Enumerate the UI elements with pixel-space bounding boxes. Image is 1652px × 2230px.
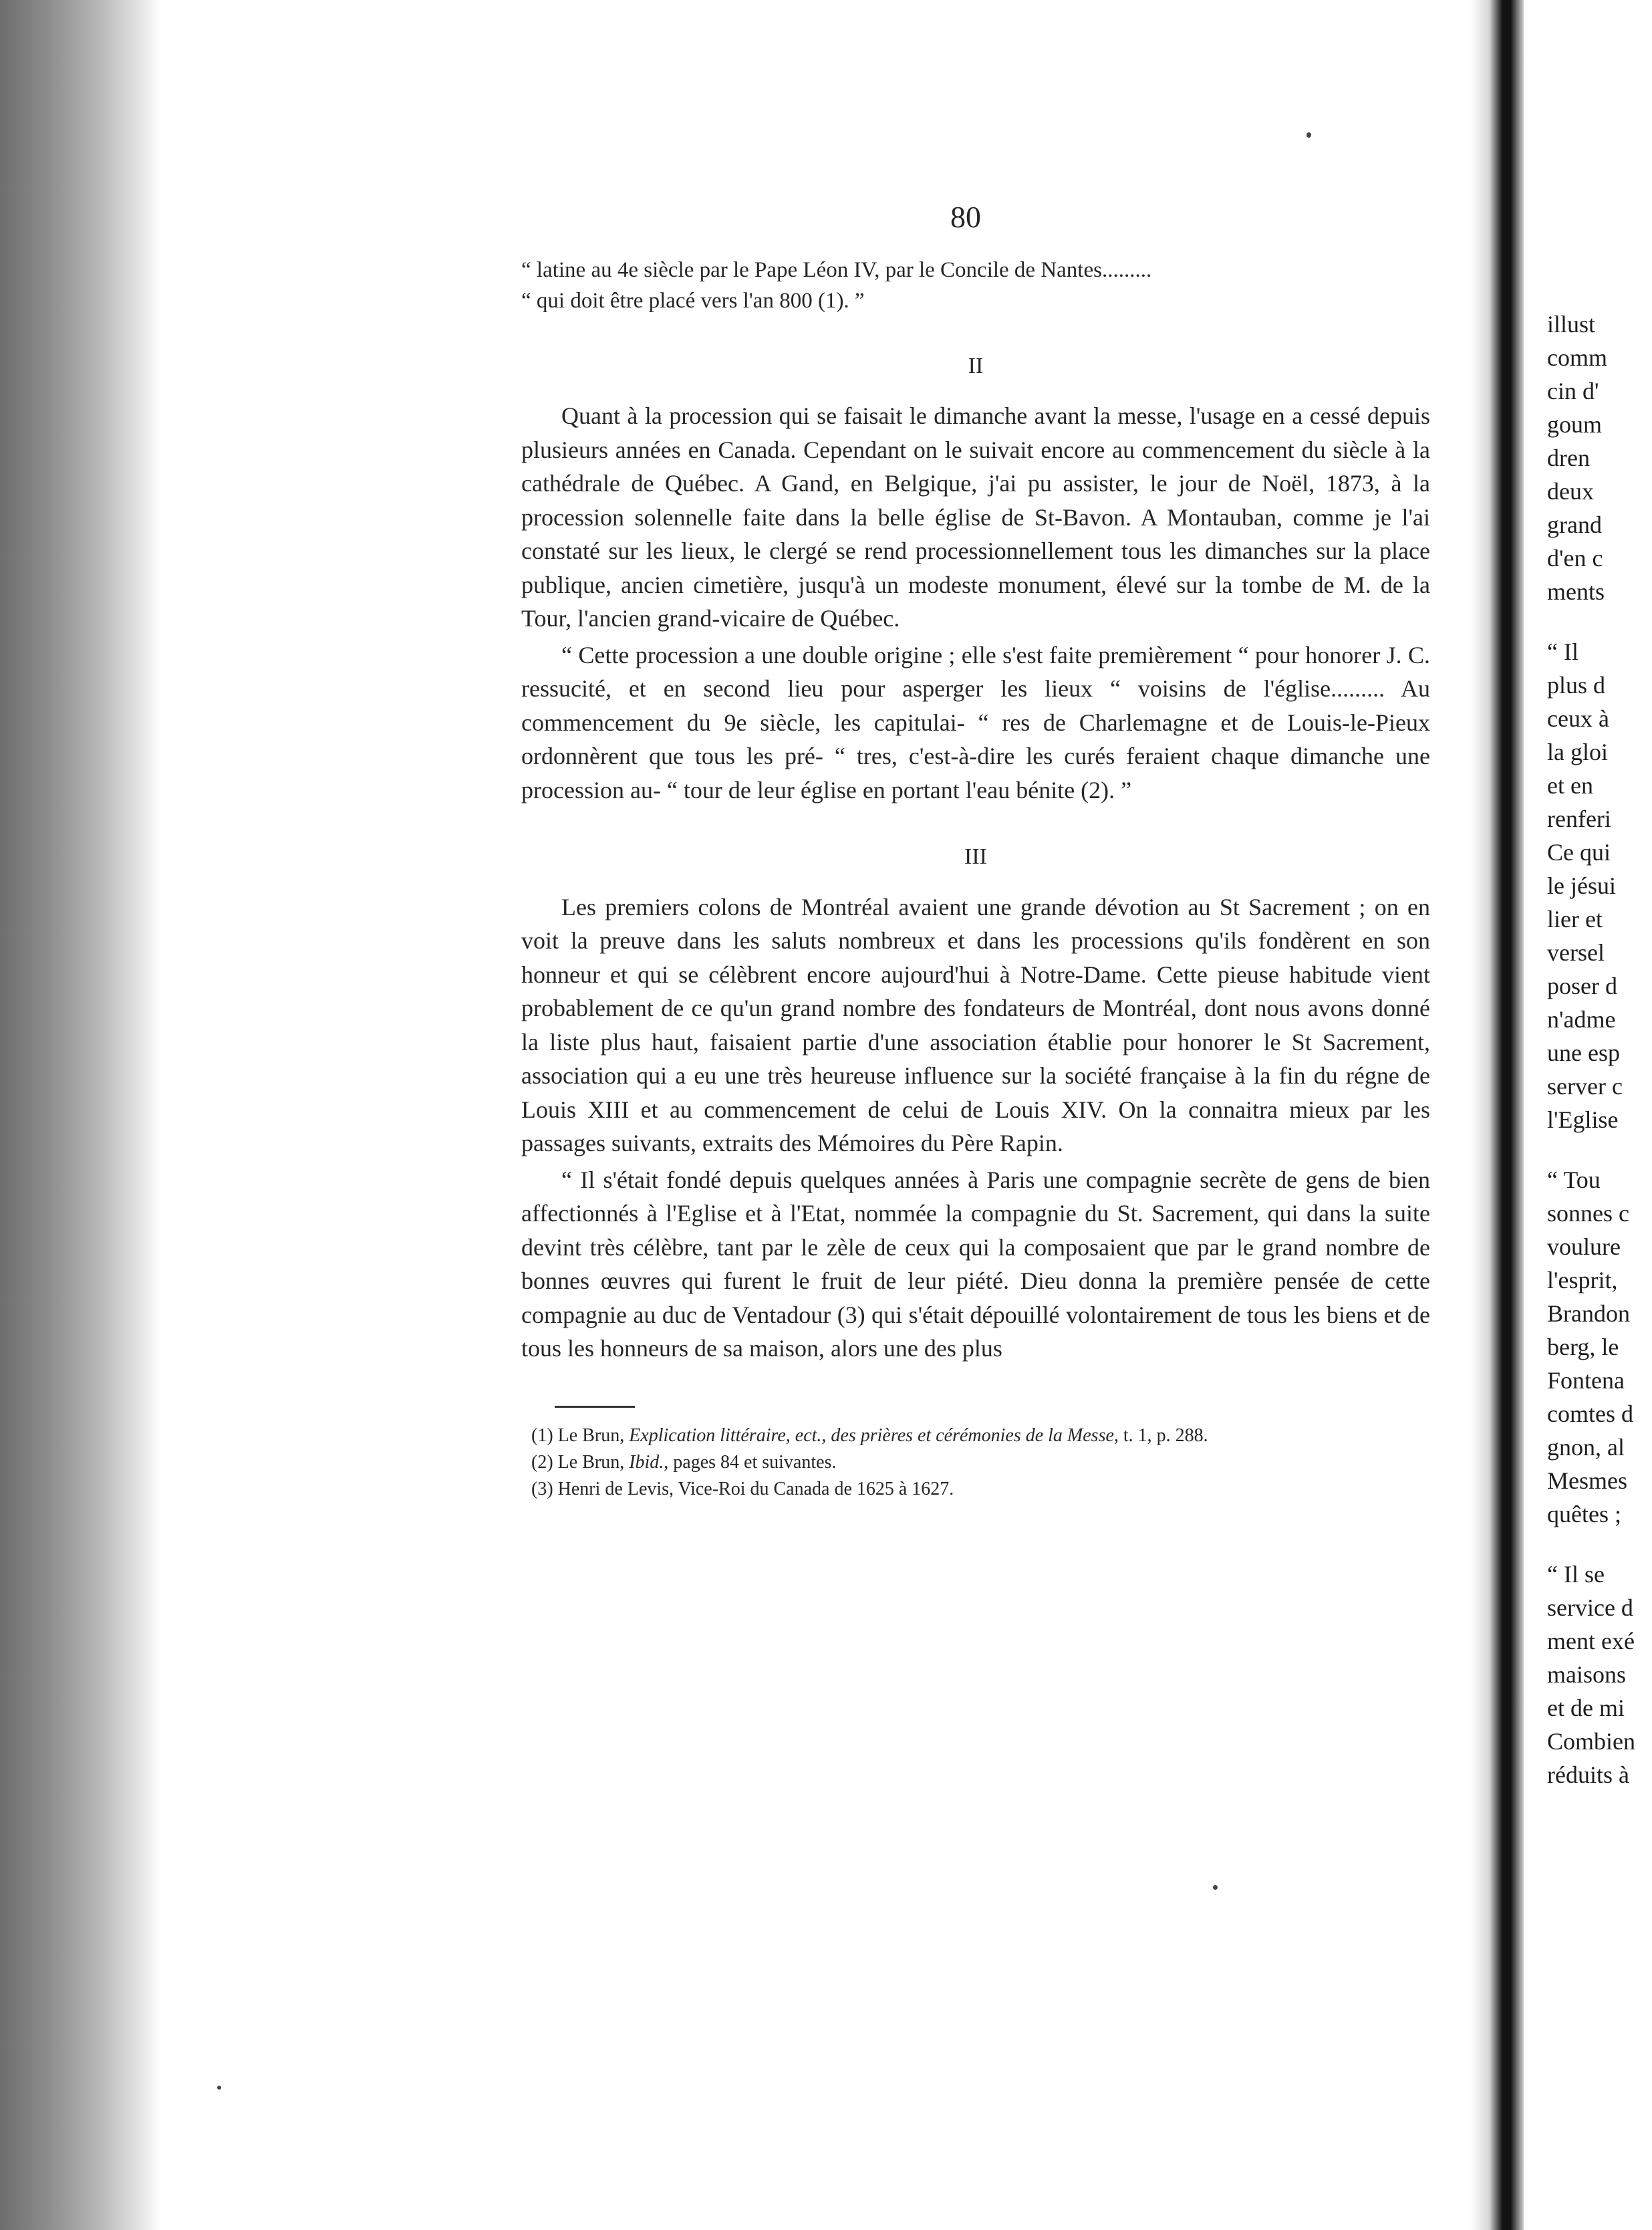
next-page-line: Ce qui: [1547, 839, 1611, 866]
next-page-line: maisons: [1547, 1661, 1627, 1688]
next-page-line: poser d: [1547, 973, 1617, 999]
paragraph: “ Cette procession a une double origine ; elle s'est faite premièrement “ pour honorer J. C. ressucité, et en second lieu pour asperger les lieux “ voisins de l'église......... Au commencement du 9e siècle, les capitulai- “ res de Charlemagne et de Louis-le-Pieux ordonnèrent que tous les pré- “ tres, c'est-à-dire les curés feraient chaque dimanche une procession au- “ tour de leur église en portant l'eau bénite (2). ”: [521, 641, 1430, 803]
next-page-line: Brandon: [1547, 1300, 1630, 1327]
next-page-line: n'adme: [1547, 1006, 1616, 1033]
section-heading-iii: III: [964, 844, 987, 869]
footnote-detail: Henri de Levis, Vice-Roi du Canada de 1625 à 1627.: [557, 1478, 954, 1499]
next-page-line: réduits à: [1547, 1761, 1629, 1788]
footnote-title: Ibid.,: [629, 1451, 669, 1473]
footnote: [521, 1476, 1430, 1503]
next-page-line: berg, le: [1547, 1334, 1619, 1360]
next-page-fragment: [1547, 307, 1652, 1791]
left-page: [521, 201, 1430, 1503]
footnotes: [521, 1422, 1430, 1503]
next-page-line: gnon, al: [1547, 1434, 1625, 1461]
next-page-line: deux: [1547, 478, 1594, 505]
next-page-line: voulure: [1547, 1233, 1621, 1260]
next-page-line: quêtes ;: [1547, 1501, 1621, 1527]
footnote-author: Le Brun,: [557, 1451, 625, 1473]
next-page-line: ments: [1547, 578, 1605, 605]
next-page-line: “ Il se: [1547, 1561, 1605, 1588]
next-page-line: Mesmes: [1547, 1467, 1627, 1494]
paragraph: “ Il s'était fondé depuis quelques années à Paris une compagnie secrète de gens de bien affectionnés à l'Eglise et à l'Etat, nommée la compagnie du St. Sacrement, qui dans la suite devint très célèbre, tant par le zèle de ceux qui la composaient que par le grand nombre de bonnes œuvres qui furent le fruit de leur piété. Dieu donna la première pensée de cette compagnie au duc de Ventadour (3) qui s'était dépouillé volontairement de tous les biens et de tous les honneurs de sa maison, alors une des plus: [521, 1166, 1430, 1362]
next-page-line: versel: [1547, 939, 1605, 966]
next-page-line: la gloi: [1547, 739, 1608, 765]
footnote-marker: (1): [531, 1424, 553, 1446]
footnote-detail: t. 1, p. 288.: [1123, 1424, 1208, 1446]
speck: [1306, 132, 1311, 138]
next-page-line: ment exé: [1547, 1628, 1635, 1654]
page-number: 80: [950, 200, 981, 234]
paragraph: Les premiers colons de Montréal avaient une grande dévotion au St Sacrement ; on en voit la preuve dans les saluts nombreux et dans les processions qu'ils fondèrent en son honneur et qui se célèbrent encore aujourd'hui à Notre-Dame. Cette pieuse habitude vient probablement de ce qu'un grand nombre des fondateurs de Montréal, dont nous avons donné la liste plus haut, faisaient partie d'une association établie pour honorer le St Sacrement, association qui a eu une très heureuse influence sur la société française à la fin du régne de Louis XIII et au commencement de celui de Louis XIV. On la connaitra mieux par les passages suivants, extraits des Mémoires du Père Rapin.: [521, 893, 1430, 1156]
next-page-line: illust: [1547, 311, 1596, 338]
next-page-line: cin d': [1547, 378, 1599, 404]
next-page-line: comtes d: [1547, 1400, 1633, 1427]
footnote: [521, 1422, 1430, 1449]
footnote-title: Explication littéraire, ect., des prières et cérémonies de la Messe,: [629, 1424, 1119, 1446]
page-fold-shadow: [1470, 0, 1524, 2230]
next-page-line: Fontena: [1547, 1367, 1625, 1394]
speck: [1213, 1885, 1218, 1890]
next-page-line: sonnes c: [1547, 1200, 1629, 1227]
next-page-block: [1547, 635, 1652, 1136]
footnote-detail: pages 84 et suivantes.: [673, 1451, 837, 1473]
footnote-divider: [555, 1406, 635, 1408]
section-heading-ii: II: [968, 353, 984, 378]
next-page-line: “ Tou: [1547, 1166, 1601, 1193]
next-page-line: le jésui: [1547, 872, 1616, 899]
next-page-line: et de mi: [1547, 1695, 1625, 1721]
next-page-line: grand: [1547, 511, 1602, 538]
footnote-marker: (3): [531, 1478, 553, 1499]
paragraph: Quant à la procession qui se faisait le dimanche avant la messe, l'usage en a cessé depuis plusieurs années en Canada. Cependant on le suivait encore au commencement du siècle à la cathédrale de Québec. A Gand, en Belgique, j'ai pu assister, le jour de Noël, 1873, à la procession solennelle faite dans la belle église de St-Bavon. A Montauban, comme je l'ai constaté sur les lieux, le clergé se rend processionnellement tous les dimanches sur la place publique, ancien cimetière, jusqu'à un modeste monument, élevé sur la tombe de M. de la Tour, l'ancien grand-vicaire de Québec.: [521, 402, 1430, 632]
next-page-line: Combien: [1547, 1728, 1635, 1755]
next-page-line: renferi: [1547, 806, 1611, 832]
next-page-line: service d: [1547, 1594, 1633, 1621]
next-page-block: [1547, 307, 1652, 608]
next-page-line: une esp: [1547, 1039, 1620, 1066]
next-page-block: [1547, 1558, 1652, 1791]
next-page-line: ceux à: [1547, 705, 1609, 732]
next-page-line: goum: [1547, 411, 1603, 438]
next-page-block: [1547, 1163, 1652, 1531]
next-page-line: l'Eglise: [1547, 1106, 1619, 1133]
quote-line: “ latine au 4e siècle par le Pape Léon IV, par le Concile de Nantes.........: [521, 257, 1152, 282]
footnote-author: Le Brun,: [557, 1424, 625, 1446]
next-page-line: comm: [1547, 344, 1607, 371]
next-page-line: server c: [1547, 1073, 1623, 1100]
left-binding-shadow: [0, 0, 160, 2230]
speck: [217, 2086, 221, 2090]
quote-line: “ qui doit être placé vers l'an 800 (1). ”: [521, 288, 865, 313]
continued-quote: [521, 255, 1430, 316]
next-page-line: l'esprit,: [1547, 1267, 1618, 1293]
next-page-line: “ Il: [1547, 638, 1578, 665]
next-page-line: dren: [1547, 445, 1590, 471]
footnote: [521, 1449, 1430, 1476]
next-page-line: plus d: [1547, 672, 1606, 699]
next-page-line: d'en c: [1547, 545, 1603, 572]
footnote-marker: (2): [531, 1451, 553, 1473]
next-page-line: lier et: [1547, 906, 1603, 933]
next-page-line: et en: [1547, 772, 1593, 799]
